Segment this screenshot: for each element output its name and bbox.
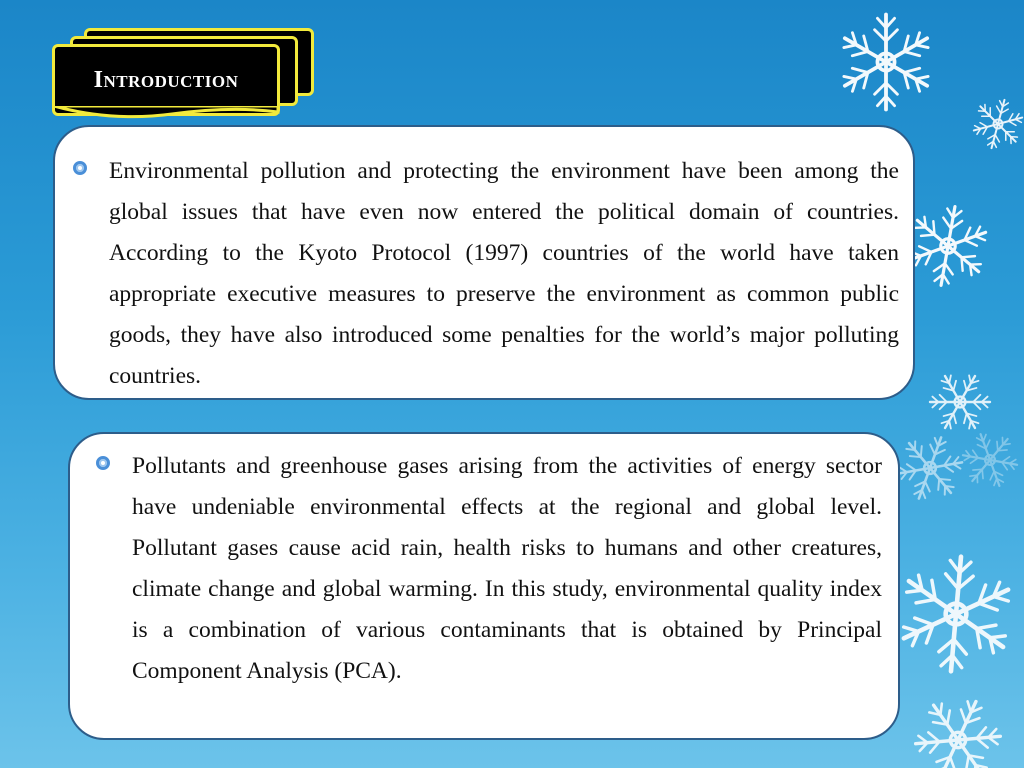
snowflake-icon — [839, 14, 933, 109]
content-box-1 — [53, 125, 915, 400]
snowflake-icon — [902, 200, 994, 292]
snowflake-icon — [919, 361, 1000, 443]
content-box-2 — [68, 432, 900, 740]
bullet-icon — [96, 456, 110, 470]
slide-title: Introduction — [93, 66, 239, 93]
paragraph-1: Environmental pollution and protecting the environment have been among the global issues that have even now entered the political domain of countries. According to the Kyoto Protocol (1997) countries of the world have taken appropriate executive measures to preserve the environment as common public goods, they have also introduced some penalties for the world’s major polluting countries. — [109, 158, 899, 389]
snowflake-icon — [902, 684, 1014, 768]
bullet-item-1 — [65, 151, 899, 397]
paragraph-2: Pollutants and greenhouse gases arising from the activities of energy sector have undeniable environmental effects at the regional and global level. Pollutant gases cause acid rain, health risks to humans and other creatures, climate change and global warming. In this study, environmental quality index is a combination of various contaminants that is obtained by Principal Component Analysis (PCA). — [132, 453, 882, 684]
snowflake-icon — [895, 552, 1018, 676]
snowflake-icon — [889, 426, 971, 509]
snowflake-icon — [952, 422, 1024, 499]
snowflake-icon — [968, 93, 1024, 154]
bullet-icon — [73, 161, 87, 175]
bullet-item-2 — [88, 446, 882, 692]
title-tab-curl — [52, 106, 280, 124]
